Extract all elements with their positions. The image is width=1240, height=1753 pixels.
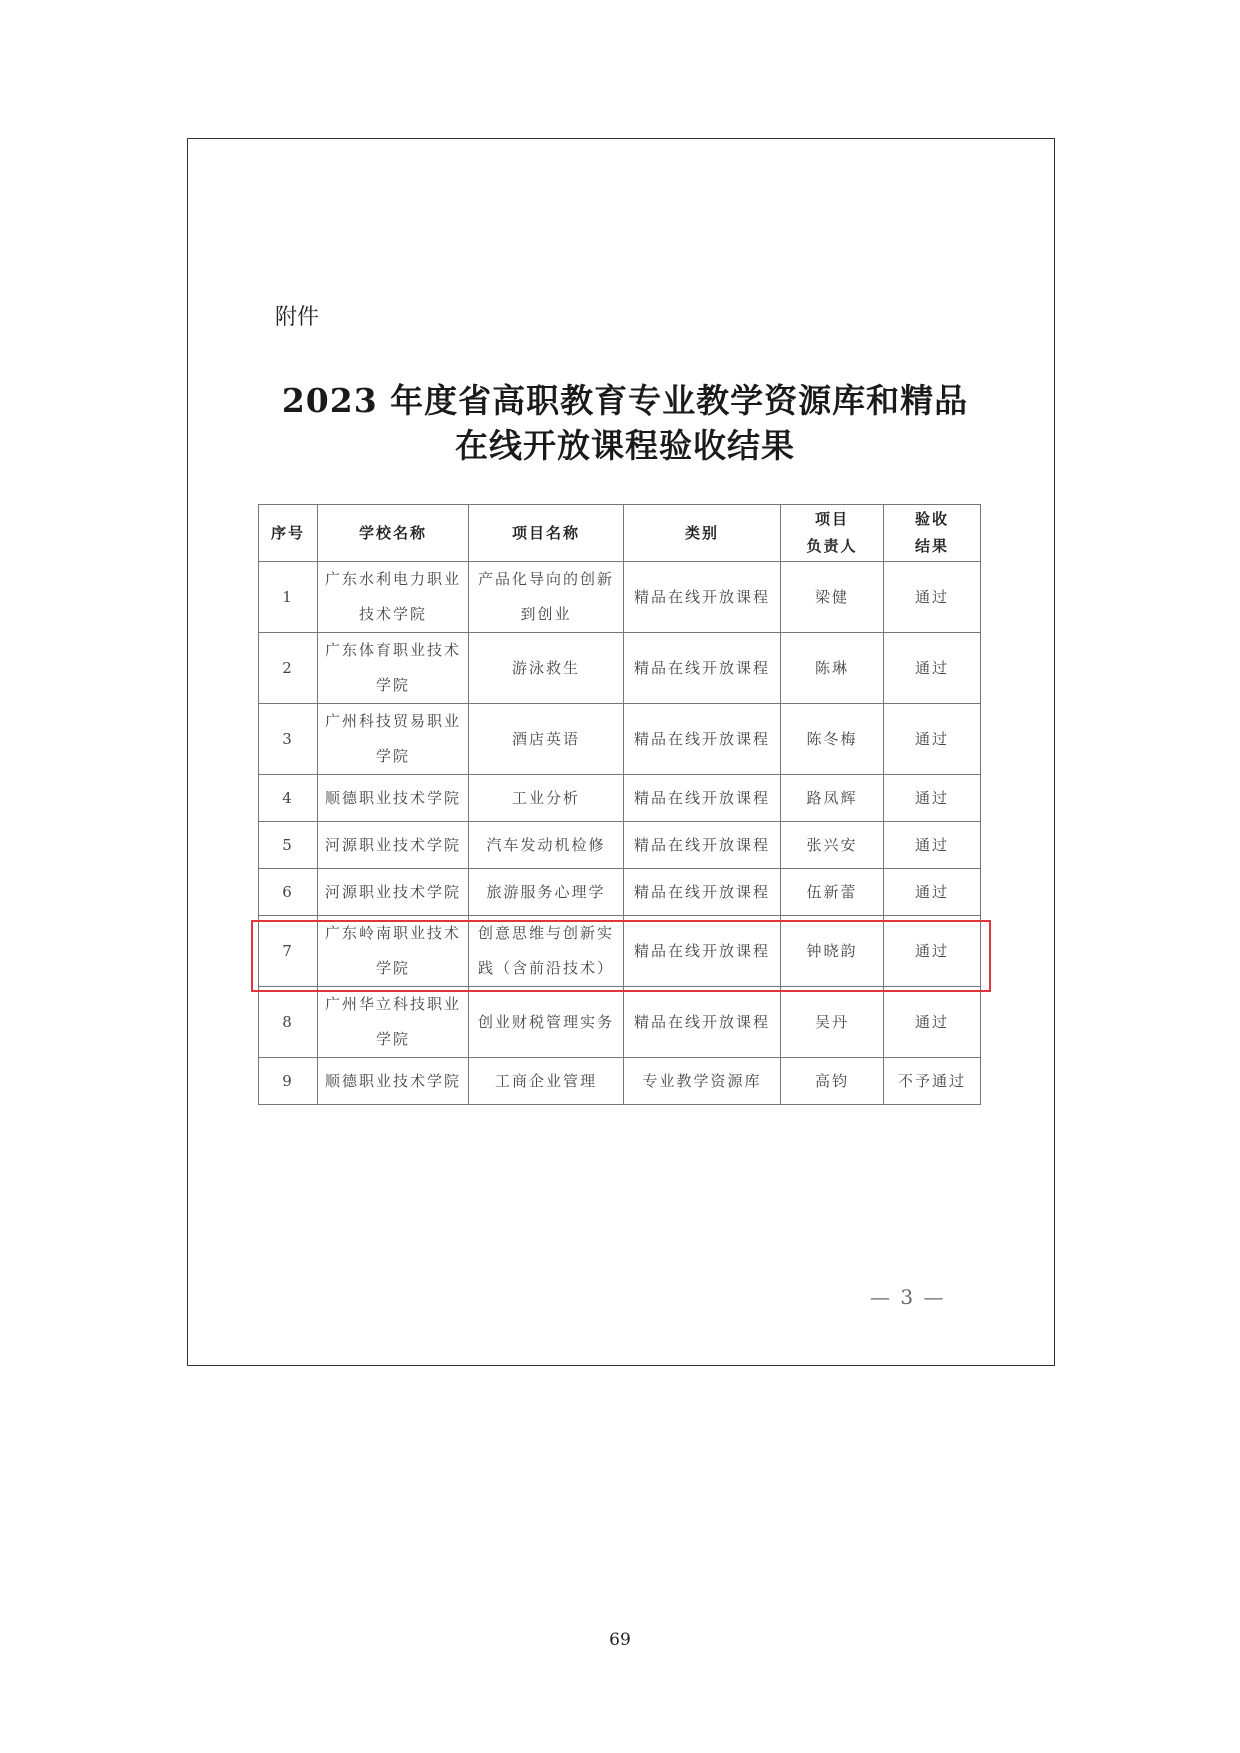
table-row [259,562,981,633]
page-number: 69 [609,1630,631,1650]
table-row [259,633,981,704]
cell-school-line2: 学院 [375,1030,410,1048]
cell-project-line1: 创意思维与创新实 [477,924,614,942]
cell-school: 顺德职业技术学院 [318,1058,469,1105]
cell-leader: 陈琳 [781,633,884,704]
header-result-line2: 结果 [914,537,949,555]
cell-school [318,916,469,987]
table-row-highlighted [259,916,981,987]
cell-leader: 梁健 [781,562,884,633]
cell-category: 精品在线开放课程 [624,633,781,704]
cell-leader: 钟晓韵 [781,916,884,987]
table-row [259,1058,981,1105]
cell-project: 汽车发动机检修 [469,822,624,869]
cell-result: 通过 [884,775,981,822]
cell-index: 3 [259,704,318,775]
cell-category: 专业教学资源库 [624,1058,781,1105]
cell-school-line1: 广州科技贸易职业 [324,712,461,730]
cell-result: 通过 [884,562,981,633]
cell-leader: 吴丹 [781,987,884,1058]
cell-school [318,704,469,775]
cell-index: 1 [259,562,318,633]
cell-project-line2: 践（含前沿技术） [477,959,614,977]
cell-project-line1: 产品化导向的创新 [477,570,614,588]
results-table [258,504,981,1105]
cell-index: 9 [259,1058,318,1105]
cell-project: 旅游服务心理学 [469,869,624,916]
cell-category: 精品在线开放课程 [624,869,781,916]
header-result [884,505,981,562]
cell-project: 酒店英语 [469,704,624,775]
cell-project-line2: 到创业 [520,605,572,623]
cell-school [318,633,469,704]
cell-project: 工业分析 [469,775,624,822]
cell-school-line2: 学院 [375,676,410,694]
cell-index: 4 [259,775,318,822]
cell-school-line2: 技术学院 [358,605,427,623]
header-project: 项目名称 [469,505,624,562]
cell-school [318,562,469,633]
cell-project [469,562,624,633]
header-result-line1: 验收 [914,510,949,528]
cell-result: 通过 [884,822,981,869]
cell-school-line1: 广东岭南职业技术 [324,924,461,942]
cell-school-line1: 广东水利电力职业 [324,570,461,588]
cell-leader: 陈冬梅 [781,704,884,775]
cell-result: 不予通过 [884,1058,981,1105]
table-row [259,987,981,1058]
inner-page-number: — 3 — [870,1285,946,1309]
cell-category: 精品在线开放课程 [624,822,781,869]
table-row [259,822,981,869]
header-index: 序号 [259,505,318,562]
table-row [259,775,981,822]
header-category: 类别 [624,505,781,562]
cell-school-line1: 广东体育职业技术 [324,641,461,659]
header-school: 学校名称 [318,505,469,562]
cell-project: 工商企业管理 [469,1058,624,1105]
cell-result: 通过 [884,633,981,704]
cell-project: 创业财税管理实务 [469,987,624,1058]
table-header-row [259,505,981,562]
cell-index: 5 [259,822,318,869]
cell-school-line2: 学院 [375,959,410,977]
header-leader [781,505,884,562]
cell-category: 精品在线开放课程 [624,916,781,987]
cell-leader: 张兴安 [781,822,884,869]
cell-project: 游泳救生 [469,633,624,704]
cell-result: 通过 [884,987,981,1058]
header-leader-line2: 负责人 [806,537,858,555]
cell-index: 2 [259,633,318,704]
cell-index: 6 [259,869,318,916]
cell-school: 顺德职业技术学院 [318,775,469,822]
cell-school: 河源职业技术学院 [318,869,469,916]
cell-school [318,987,469,1058]
table-row [259,704,981,775]
document-title-line-1: 2023 年度省高职教育专业教学资源库和精品 [281,381,969,420]
cell-category: 精品在线开放课程 [624,987,781,1058]
attachment-label: 附件 [275,305,320,330]
header-leader-line1: 项目 [814,510,849,528]
document-title-line-2: 在线开放课程验收结果 [455,426,795,465]
table-row [259,869,981,916]
cell-leader: 伍新蕾 [781,869,884,916]
cell-result: 通过 [884,704,981,775]
cell-category: 精品在线开放课程 [624,704,781,775]
cell-result: 通过 [884,869,981,916]
cell-leader: 高钧 [781,1058,884,1105]
cell-school-line2: 学院 [375,747,410,765]
cell-school-line1: 广州华立科技职业 [324,995,461,1013]
cell-school: 河源职业技术学院 [318,822,469,869]
cell-index: 8 [259,987,318,1058]
cell-category: 精品在线开放课程 [624,562,781,633]
cell-index: 7 [259,916,318,987]
cell-category: 精品在线开放课程 [624,775,781,822]
cell-leader: 路凤辉 [781,775,884,822]
cell-project [469,916,624,987]
cell-result: 通过 [884,916,981,987]
